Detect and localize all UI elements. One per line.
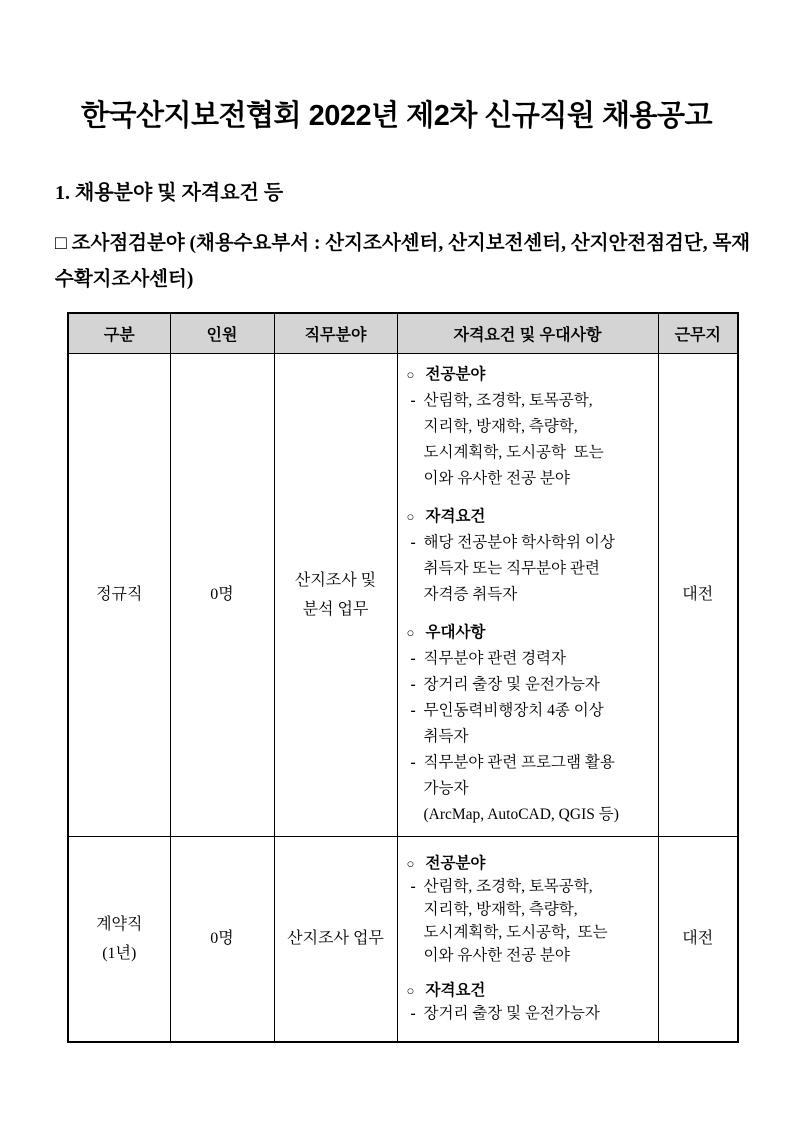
qual-item-line: 도시계획학, 도시공학, 또는 <box>423 924 608 942</box>
duty-cell <box>274 836 397 1042</box>
qual-item-line: 산림학, 조경학, 토목공학, <box>423 391 593 409</box>
qual-section <box>407 979 652 1025</box>
qual-item <box>407 388 652 492</box>
qual-item-lines <box>424 1002 652 1025</box>
qual-section <box>407 362 652 492</box>
category-cell <box>68 836 170 1042</box>
headcount-cell-line: 0명 <box>210 586 234 603</box>
category-cell-line: (1년) <box>102 944 137 962</box>
duty-cell-line: 분석 업무 <box>302 600 369 618</box>
table-body <box>68 353 738 1042</box>
header-cell-headcount: 인원 <box>170 313 274 353</box>
qual-section <box>407 504 652 608</box>
qual-item-line: 이와 유사한 전공 분야 <box>423 947 570 965</box>
qual-section-heading-row <box>407 620 652 646</box>
qual-item-line: 도시계획학, 도시공학 또는 <box>423 443 604 461</box>
qual-item <box>407 530 652 608</box>
qual-item-line: 자격증 취득자 <box>423 585 518 603</box>
qual-item-line: 장거리 출장 및 운전가능자 <box>423 675 600 693</box>
qual-item-lines <box>424 672 652 698</box>
duty-cell-line: 산지조사 및 <box>294 571 377 589</box>
qual-item <box>407 875 652 967</box>
qual-item-line: 해당 전공분야 학사학위 이상 <box>423 533 615 551</box>
dash-bullet-icon: - <box>410 391 416 409</box>
qual-item-lines <box>424 646 652 672</box>
dash-bullet-icon: - <box>410 649 416 667</box>
duty-cell <box>274 353 397 836</box>
circle-bullet-icon: ○ <box>406 983 415 999</box>
qual-section <box>407 620 652 828</box>
dash-bullet-icon: - <box>410 675 416 693</box>
qual-section-heading: 전공분야 <box>425 365 486 383</box>
qual-item <box>407 750 652 828</box>
qual-section <box>407 852 652 967</box>
qualification-cell <box>397 836 658 1042</box>
location-cell <box>658 353 738 836</box>
recruitment-table <box>67 312 739 1043</box>
qual-item-lines <box>424 388 652 492</box>
header-cell-duty: 직무분야 <box>274 313 397 353</box>
dash-bullet-icon: - <box>410 878 416 896</box>
qual-item <box>407 646 652 672</box>
qual-item-line: 장거리 출장 및 운전가능자 <box>423 1005 600 1023</box>
headcount-cell <box>170 836 274 1042</box>
qual-item-line: 무인동력비행장치 4종 이상 <box>423 701 604 719</box>
qual-item <box>407 1002 652 1025</box>
qual-item-line: 취득자 또는 직무분야 관련 <box>423 559 600 577</box>
category-cell <box>68 353 170 836</box>
qual-item-line: 가능자 <box>423 779 469 797</box>
dash-bullet-icon: - <box>410 533 416 551</box>
qual-item-line: 이와 유사한 전공 분야 <box>423 469 570 487</box>
circle-bullet-icon: ○ <box>406 508 415 524</box>
location-cell-line: 대전 <box>682 586 714 603</box>
location-cell-line: 대전 <box>682 930 714 948</box>
qualification-cell <box>397 353 658 836</box>
circle-bullet-icon: ○ <box>406 366 415 382</box>
qual-section-heading-row <box>407 979 652 1002</box>
qual-item <box>407 698 652 750</box>
qual-section-heading: 전공분야 <box>425 855 486 873</box>
dash-bullet-icon: - <box>410 753 416 771</box>
qual-section-heading: 자격요건 <box>425 982 486 1000</box>
qual-item-lines <box>424 875 652 967</box>
circle-bullet-icon: ○ <box>406 624 415 640</box>
qual-item-lines <box>424 530 652 608</box>
header-cell-location: 근무지 <box>658 313 738 353</box>
header-cell-category: 구분 <box>68 313 170 353</box>
qual-item-line: 산림학, 조경학, 토목공학, <box>423 878 593 896</box>
qual-item-line: 취득자 <box>423 727 469 745</box>
qual-item <box>407 672 652 698</box>
headcount-cell <box>170 353 274 836</box>
header-cell-qualifications: 자격요건 및 우대사항 <box>397 313 658 353</box>
qual-item-line: 지리학, 방재학, 측량학, <box>423 901 578 919</box>
qual-section-heading: 자격요건 <box>425 507 486 525</box>
dash-bullet-icon: - <box>410 701 416 719</box>
category-cell-line: 계약직 <box>96 915 143 933</box>
table-header-row <box>68 313 738 353</box>
dash-bullet-icon: - <box>410 1005 416 1023</box>
table-row <box>68 836 738 1042</box>
circle-bullet-icon: ○ <box>406 856 415 872</box>
section-heading: 1. 채용분야 및 자격요건 등 <box>55 182 284 204</box>
headcount-cell-line: 0명 <box>210 930 234 948</box>
qual-section-heading: 우대사항 <box>425 623 486 641</box>
qual-item-line: 지리학, 방재학, 측량학, <box>423 417 578 435</box>
doc-title: 한국산지보전협회 2022년 제2차 신규직원 채용공고 <box>80 100 713 132</box>
qual-section-heading-row <box>407 362 652 388</box>
qual-section-heading-row <box>407 504 652 530</box>
location-cell <box>658 836 738 1042</box>
qual-item-lines <box>424 750 652 828</box>
qual-item-line: 직무분야 관련 경력자 <box>423 649 567 667</box>
qual-item-line: 직무분야 관련 프로그램 활용 <box>423 753 615 771</box>
qual-item-lines <box>424 698 652 750</box>
category-cell-line: 정규직 <box>96 586 143 603</box>
duty-cell-line: 산지조사 업무 <box>287 930 384 948</box>
qual-section-heading-row <box>407 852 652 875</box>
qual-item-line: (ArcMap, AutoCAD, QGIS 등) <box>423 805 619 823</box>
subsection-heading: □ 조사점검분야 (채용수요부서 : 산지조사센터, 산지보전센터, 산지안전점검단, 목재수확지조사센터) <box>55 233 751 290</box>
table-row <box>68 353 738 836</box>
